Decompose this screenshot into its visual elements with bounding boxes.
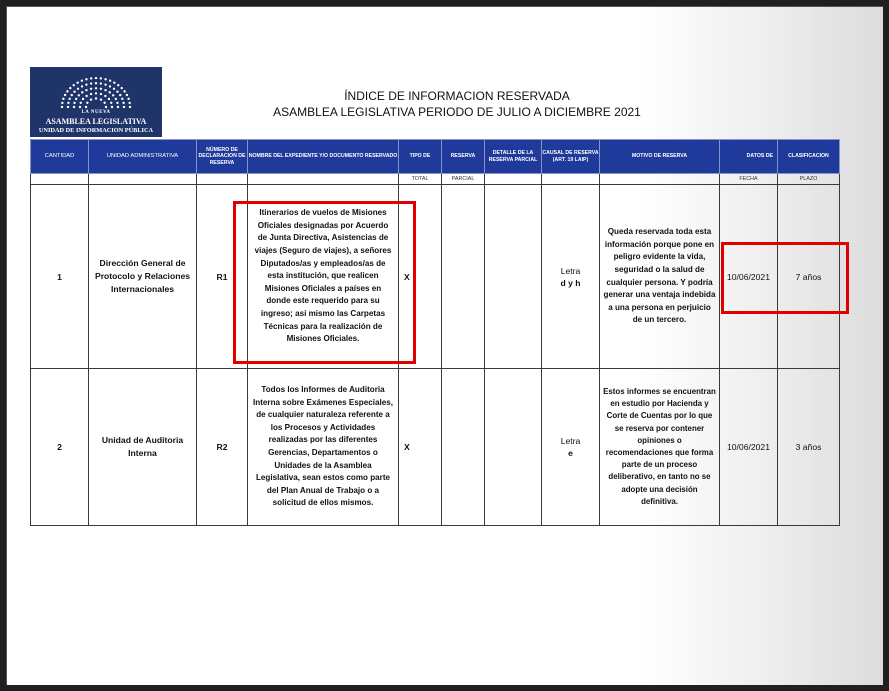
table-row xyxy=(31,185,840,369)
causal-label: Letra xyxy=(560,265,581,276)
row-fecha: 10/06/2021 xyxy=(720,369,778,526)
document-subtitle: ASAMBLEA LEGISLATIVA PERIODO DE JULIO A DICIEMBRE 2021 xyxy=(273,105,641,119)
causal-label: Letra xyxy=(560,436,581,446)
row-cantidad: 1 xyxy=(31,185,89,369)
row-plazo: 7 años xyxy=(778,185,840,369)
logo-line-2: ASAMBLEA LEGISLATIVA xyxy=(45,117,147,126)
row-nombre: Itinerarios de vuelos de Misiones Oficiales designadas por Acuerdo de Junta Directiva, Asistencias de viajes (Seguro de viajes), a señores Diputados/as y empleados/as de esta institución, que realicen Misiones Oficiales a países en donde este requerido para su ingreso; así mismo las Carpetas Técnicas para la realización de Misiones Oficiales. xyxy=(248,185,399,369)
header-clasificacion: CLASIFICACION xyxy=(778,140,840,174)
header-motivo: MOTIVO DE RESERVA xyxy=(600,140,720,174)
row-numero: R1 xyxy=(197,185,248,369)
row-cantidad: 2 xyxy=(31,369,89,526)
logo-line-1: LA NUEVA xyxy=(81,110,111,115)
row-unidad: Dirección General de Protocolo y Relaciones Internacionales xyxy=(89,185,197,369)
row-detalle xyxy=(485,369,542,526)
row-nombre: Todos los Informes de Auditoria Interna sobre Exámenes Especiales, de cualquier naturaleza referente a los Procesos y Actividades realizadas por las diferentes Gerencias, Departamentos o Unidades de la Asamblea Legislativa, sean estos como parte del Plan Anual de Trabajo o a solicitud de ellos mismos. xyxy=(248,369,399,526)
header-datos: DATOS DE xyxy=(720,140,778,174)
row-numero: R2 xyxy=(197,369,248,526)
row-causal xyxy=(542,369,600,526)
row-motivo: Queda reservada toda esta información porque pone en peligro evidente la vida, seguridad o la salud de cualquier persona. Y podría generar una ventaja indebida a una persona en perjuicio de un tercero. xyxy=(600,185,720,369)
header-causal: CAUSAL DE RESERVA (ART. 19 LAIP) xyxy=(542,140,600,174)
row-total: X xyxy=(399,185,442,369)
document-title: ÍNDICE DE INFORMACION RESERVADA xyxy=(344,89,570,103)
row-parcial xyxy=(442,185,485,369)
reserved-info-table xyxy=(30,139,840,526)
row-causal xyxy=(542,185,600,369)
causal-letters: e xyxy=(568,448,573,458)
document-page xyxy=(6,6,883,685)
row-detalle xyxy=(485,185,542,369)
header-detalle: DETALLE DE LA RESERVA PARCIAL xyxy=(485,140,542,174)
subheader-parcial: PARCIAL xyxy=(442,174,485,185)
subheader-row xyxy=(31,174,840,185)
table-row xyxy=(31,369,840,526)
header-row xyxy=(31,140,840,174)
header-reserva: RESERVA xyxy=(442,140,485,174)
subheader-total: TOTAL xyxy=(399,174,442,185)
logo-line-3: UNIDAD DE INFORMACION PÚBLICA xyxy=(38,127,154,134)
header-nombre: NOMBRE DEL EXPEDIENTE Y/O DOCUMENTO RESERVADO xyxy=(248,140,399,174)
hemicycle-icon xyxy=(30,67,162,111)
row-total: X xyxy=(399,369,442,526)
causal-letters: d y h xyxy=(560,277,581,288)
header-tipo: TIPO DE xyxy=(399,140,442,174)
row-parcial xyxy=(442,369,485,526)
row-plazo: 3 años xyxy=(778,369,840,526)
header-unidad: UNIDAD ADMINISTRATIVA xyxy=(89,140,197,174)
subheader-fecha: FECHA xyxy=(720,174,778,185)
row-unidad: Unidad de Auditoria Interna xyxy=(89,369,197,526)
header-cantidad: CANTIDAD xyxy=(31,140,89,174)
row-fecha: 10/06/2021 xyxy=(720,185,778,369)
asamblea-logo xyxy=(30,67,162,137)
row-motivo: Estos informes se encuentran en estudio por Hacienda y Corte de Cuentas por lo que se reserva por contener opiniones o recomendaciones que forma parte de un proceso deliberativo, en tanto no se adopte una decisión definitiva. xyxy=(600,369,720,526)
header-numero: NÚMERO DE DECLARACION DE RESERVA xyxy=(197,140,248,174)
subheader-plazo: PLAZO xyxy=(778,174,840,185)
